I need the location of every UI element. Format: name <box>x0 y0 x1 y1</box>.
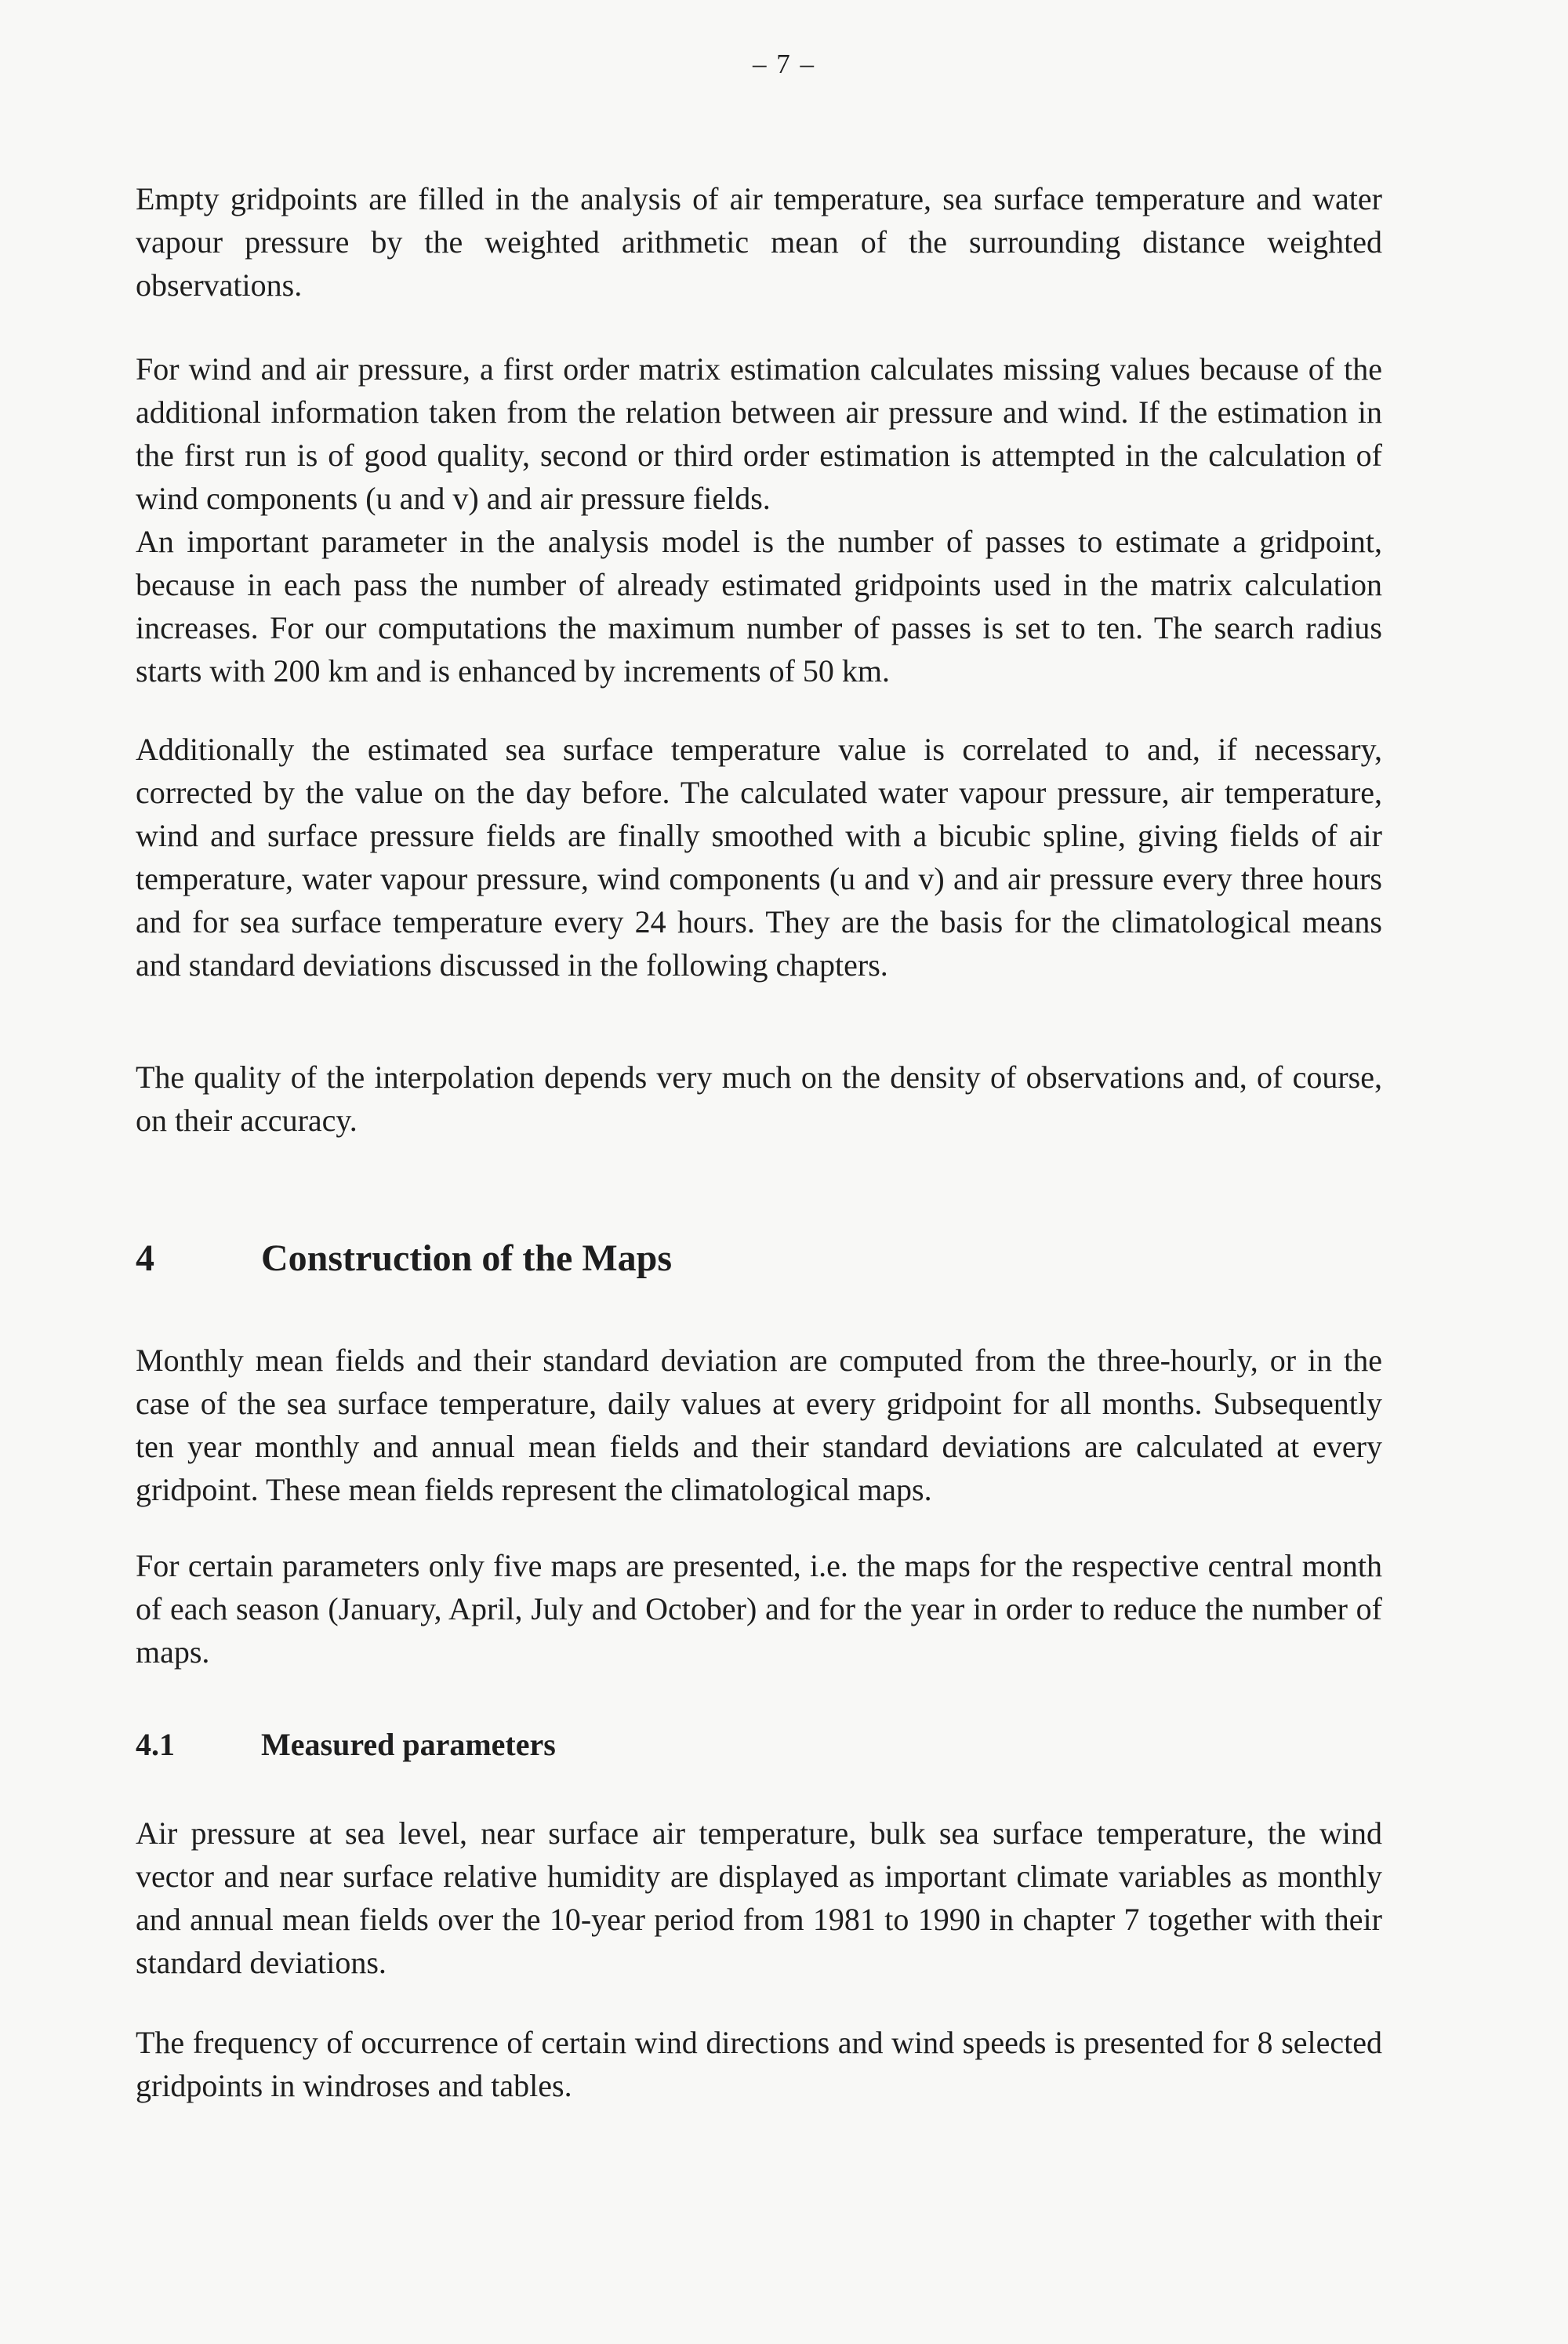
paragraph-five-maps: For certain parameters only five maps are presented, i.e. the maps for the respective central month of each season (January, April, July and October) and for the year in order to reduce the number of maps. <box>136 1548 1382 1670</box>
paragraph-smoothing: Additionally the estimated sea surface temperature value is correlated to and, if necessary, corrected by the value on the day before. The calculated water vapour pressure, air temperature, wind and surface pressure fields are finally smoothed with a bicubic spline, giving fields of air temperature, water vapour pressure, wind components (u and v) and air pressure every three hours and for sea surface temperature every 24 hours. They are the basis for the climatological means and standard deviations discussed in the following chapters. <box>136 732 1382 983</box>
subsection-number: 4.1 <box>136 1727 175 1762</box>
paragraph-empty-gridpoints: Empty gridpoints are filled in the analysis of air temperature, sea surface temperature and water vapour pressure by the weighted arithmetic mean of the surrounding distance weighted observations. <box>136 181 1382 303</box>
section-title: Construction of the Maps <box>261 1237 672 1279</box>
paragraph-wind-air-pressure: For wind and air pressure, a first order matrix estimation calculates missing values because of the additional information taken from the relation between air pressure and wind. If the estimation in the first run is of good quality, second or third order estimation is attempted in the calculation of wind components (u and v) and air pressure fields. <box>136 351 1382 516</box>
subsection-heading-measured-parameters <box>136 1723 556 1766</box>
paragraph-interpolation-quality: The quality of the interpolation depends very much on the density of observations and, of course, on their accuracy. <box>136 1059 1382 1138</box>
paragraph-measured-parameters: Air pressure at sea level, near surface air temperature, bulk sea surface temperature, the wind vector and near surface relative humidity are displayed as important climate variables as monthly and annual mean fields over the 10-year period from 1981 to 1990 in chapter 7 together with their standard deviations. <box>136 1815 1382 1980</box>
paragraph-monthly-mean-fields: Monthly mean fields and their standard deviation are computed from the three-hourly, or in the case of the sea surface temperature, daily values at every gridpoint for all months. Subsequently ten year monthly and annual mean fields and their standard deviations are calculated at every gridpoint. These mean fields represent the climatological maps. <box>136 1343 1382 1507</box>
paragraph-windroses: The frequency of occurrence of certain wind directions and wind speeds is presented for 8 selected gridpoints in windroses and tables. <box>136 2025 1382 2103</box>
paragraph-analysis-passes: An important parameter in the analysis model is the number of passes to estimate a gridpoint, because in each pass the number of already estimated gridpoints used in the matrix calculation increases. For our computations the maximum number of passes is set to ten. The search radius starts with 200 km and is enhanced by increments of 50 km. <box>136 524 1382 689</box>
subsection-title: Measured parameters <box>261 1727 556 1762</box>
page-number: – 7 – <box>753 49 815 79</box>
section-number: 4 <box>136 1237 154 1279</box>
section-heading-construction-of-maps <box>136 1235 672 1282</box>
